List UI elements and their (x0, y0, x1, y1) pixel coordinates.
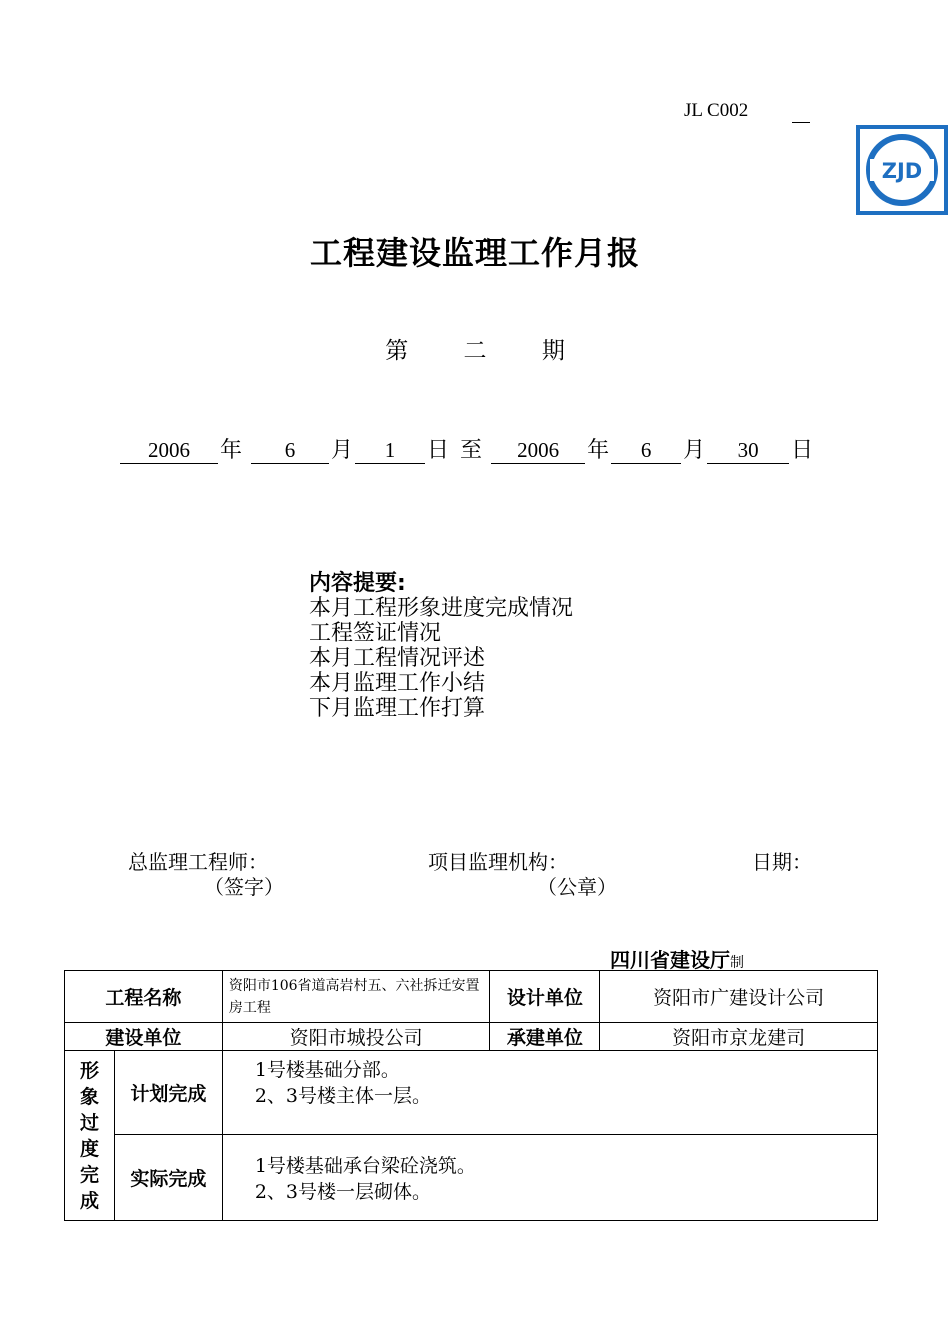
issuer-suffix: 制 (730, 955, 744, 971)
report-title: 工程建设监理工作月报 (309, 234, 640, 272)
planned-line: 2、3号楼主体一层。 (254, 1085, 432, 1107)
chief-engineer-note: （签字） (204, 875, 284, 899)
planned-label: 计划完成 (114, 1051, 222, 1135)
month-char: 月 (683, 438, 706, 463)
chief-engineer-label: 总监理工程师： (128, 850, 268, 874)
summary-heading: 内容提要: (309, 571, 406, 596)
start-month: 6 (251, 437, 329, 464)
end-month: 6 (611, 437, 681, 464)
end-year: 2006 (491, 437, 585, 464)
to-char: 至 (460, 438, 483, 463)
issue-suffix: 期 (541, 338, 565, 364)
summary-item: 本月监理工作小结 (309, 671, 486, 696)
actual-line: 2、3号楼一层砌体。 (254, 1181, 432, 1203)
progress-cell (65, 1051, 115, 1221)
day-char: 日 (427, 438, 450, 463)
actual-label: 实际完成 (114, 1135, 222, 1221)
progress-label: 形象过度完成 (79, 1059, 99, 1212)
summary-item: 本月工程形象进度完成情况 (309, 596, 574, 621)
start-day: 1 (355, 437, 425, 464)
planned-content (222, 1051, 877, 1135)
year-char: 年 (587, 438, 610, 463)
issue-prefix: 第 (385, 338, 409, 364)
logo-text: ZJD (881, 159, 923, 183)
issue-value: 二 (463, 338, 487, 364)
table-row (65, 1051, 878, 1135)
code-blank-line (792, 100, 810, 123)
zjd-logo (856, 125, 948, 215)
start-year: 2006 (120, 437, 218, 464)
design-unit-value: 资阳市广建设计公司 (600, 971, 878, 1023)
month-char: 月 (331, 438, 354, 463)
issuer (610, 944, 744, 973)
agency-note: （公章） (537, 875, 617, 899)
day-char: 日 (791, 438, 814, 463)
contractor-value: 资阳市京龙建司 (600, 1023, 878, 1051)
owner-unit-label: 建设单位 (65, 1023, 223, 1051)
planned-line: 1号楼基础分部。 (254, 1059, 400, 1081)
design-unit-label: 设计单位 (490, 971, 600, 1023)
table-row (65, 1135, 878, 1221)
project-info-table (64, 970, 878, 1221)
contractor-label: 承建单位 (490, 1023, 600, 1051)
report-period (120, 433, 815, 464)
actual-content (222, 1135, 877, 1221)
summary-item: 本月工程情况评述 (309, 646, 486, 671)
date-label: 日期： (752, 850, 812, 874)
table-row (65, 971, 878, 1023)
owner-unit-value: 资阳市城投公司 (222, 1023, 490, 1051)
summary-item: 工程签证情况 (309, 621, 442, 646)
summary-item: 下月监理工作打算 (309, 696, 486, 721)
content-summary (309, 571, 573, 721)
project-name-label: 工程名称 (65, 971, 223, 1023)
table-row (65, 1023, 878, 1051)
issue-number (0, 332, 950, 365)
document-code: JL C002 (684, 100, 749, 121)
agency-label: 项目监理机构： (428, 850, 568, 874)
project-name-value: 资阳市106省道高岩村五、六社拆迁安置房工程 (222, 971, 490, 1023)
year-char: 年 (220, 438, 243, 463)
actual-line: 1号楼基础承台梁砼浇筑。 (254, 1155, 476, 1177)
end-day: 30 (707, 437, 789, 464)
issuer-name: 四川省建设厅 (610, 948, 730, 972)
